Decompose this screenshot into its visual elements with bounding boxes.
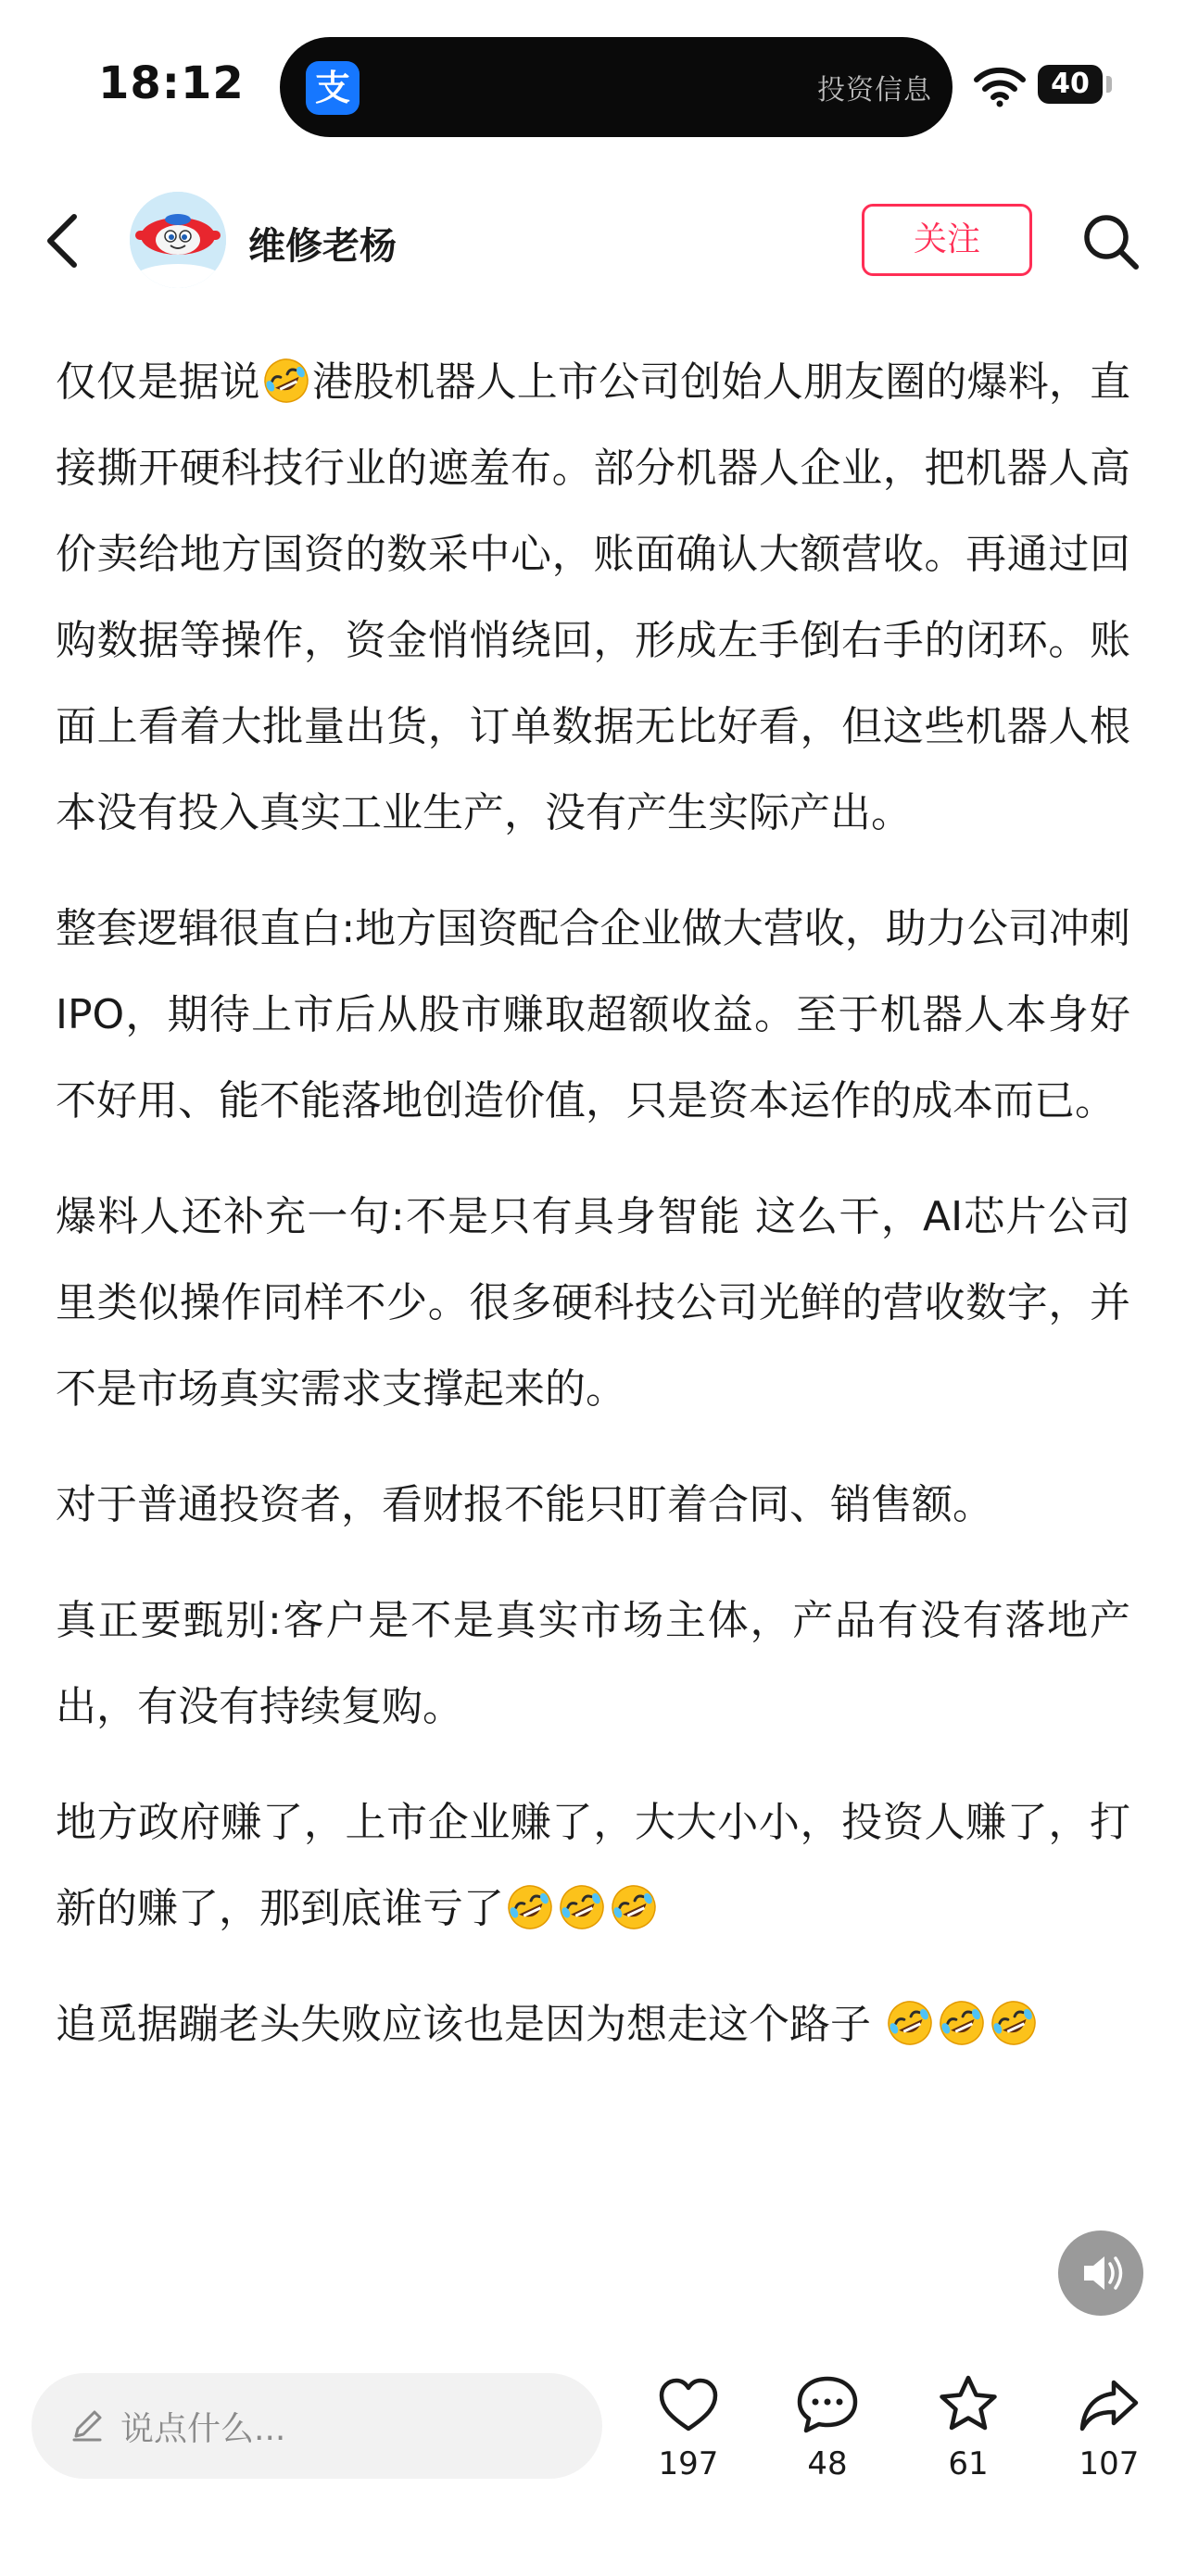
star-count: 61 xyxy=(948,2445,989,2482)
comment-input[interactable] xyxy=(32,2373,602,2479)
share-arrow-icon xyxy=(1075,2371,1143,2440)
paragraph-7-text: 追觅据蹦老头失败应该也是因为想走这个路子 xyxy=(56,2001,871,2048)
heart-icon xyxy=(654,2371,723,2440)
dynamic-island xyxy=(280,37,953,137)
bottom-action-bar xyxy=(0,2353,1186,2576)
rofl-emoji-icon xyxy=(506,1883,554,1931)
avatar[interactable] xyxy=(130,192,226,288)
status-bar xyxy=(0,0,1186,167)
volume-button[interactable] xyxy=(1058,2230,1143,2316)
paragraph-3: 爆料人还补充一句:不是只有具身智能 这么干，AI芯片公司里类似操作同样不少。很多硬科技公司光鲜的营收数字，并不是市场真实需求支撑起来的。 xyxy=(56,1193,1130,1413)
paragraph-7 xyxy=(56,1981,1130,2067)
star-icon xyxy=(934,2371,1003,2440)
paragraph-4: 对于普通投资者，看财报不能只盯着合同、销售额。 xyxy=(56,1481,993,1528)
wifi-icon xyxy=(973,67,1027,107)
paragraph-2: 整套逻辑很直白:地方国资配合企业做大营收，助力公司冲刺IPO，期待上市后从股市赚取超额收益。至于机器人本身好不好用、能不能落地创造价值，只是资本运作的成本而已。 xyxy=(56,905,1130,1125)
alipay-app-icon: 支 xyxy=(306,61,360,115)
like-button[interactable] xyxy=(637,2371,739,2482)
battery-cap xyxy=(1106,76,1112,93)
share-count: 107 xyxy=(1079,2445,1140,2482)
rofl-emoji-icon xyxy=(610,1883,658,1931)
paragraph-1 xyxy=(56,339,1130,856)
paragraph-1-text-a: 仅仅是据说 xyxy=(56,358,260,406)
comment-count: 48 xyxy=(807,2445,848,2482)
paragraph-5: 真正要甄别:客户是不是真实市场主体，产品有没有落地产出，有没有持续复购。 xyxy=(56,1597,1130,1730)
avatar-image xyxy=(130,192,226,288)
paragraph-6 xyxy=(56,1779,1130,1952)
paragraph-1-text-b: 港股机器人上市公司创始人朋友圈的爆料，直接撕开硬科技行业的遮羞布。部分机器人企业，把机器人高价卖给地方国资的数采中心，账面确认大额营收。再通过回购数据等操作，资金悄悄绕回，形成左手倒右手的闭环。账面上看着大批量出货，订单数据无比好看，但这些机器人根本没有投入真实工业生产，没有产生实际产出。 xyxy=(56,358,1131,836)
post-content xyxy=(56,339,1130,2097)
volume-icon xyxy=(1058,2230,1143,2316)
comment-bubble-icon xyxy=(793,2371,862,2440)
post-header xyxy=(0,167,1186,315)
follow-button[interactable]: 关注 xyxy=(862,204,1032,276)
comment-button[interactable] xyxy=(776,2371,878,2482)
battery-indicator: 40 xyxy=(1038,65,1103,104)
author-name[interactable]: 维修老杨 xyxy=(248,225,397,268)
back-arrow-icon[interactable] xyxy=(35,207,91,274)
search-icon[interactable] xyxy=(1079,209,1143,274)
rofl-emoji-icon xyxy=(938,1999,986,2047)
rofl-emoji-icon xyxy=(990,1999,1038,2047)
status-time: 18:12 xyxy=(98,57,245,109)
favorite-button[interactable] xyxy=(917,2371,1019,2482)
island-text: 投资信息 xyxy=(817,74,932,107)
like-count: 197 xyxy=(658,2445,719,2482)
pencil-icon xyxy=(69,2406,106,2444)
rofl-emoji-icon xyxy=(886,1999,934,2047)
paragraph-6-text: 地方政府赚了，上市企业赚了，大大小小，投资人赚了，打新的赚了，那到底谁亏了 xyxy=(56,1799,1130,1932)
rofl-emoji-icon xyxy=(558,1883,606,1931)
rofl-emoji-icon xyxy=(262,357,310,405)
comment-placeholder: 说点什么... xyxy=(120,2410,286,2448)
share-button[interactable] xyxy=(1058,2371,1160,2482)
